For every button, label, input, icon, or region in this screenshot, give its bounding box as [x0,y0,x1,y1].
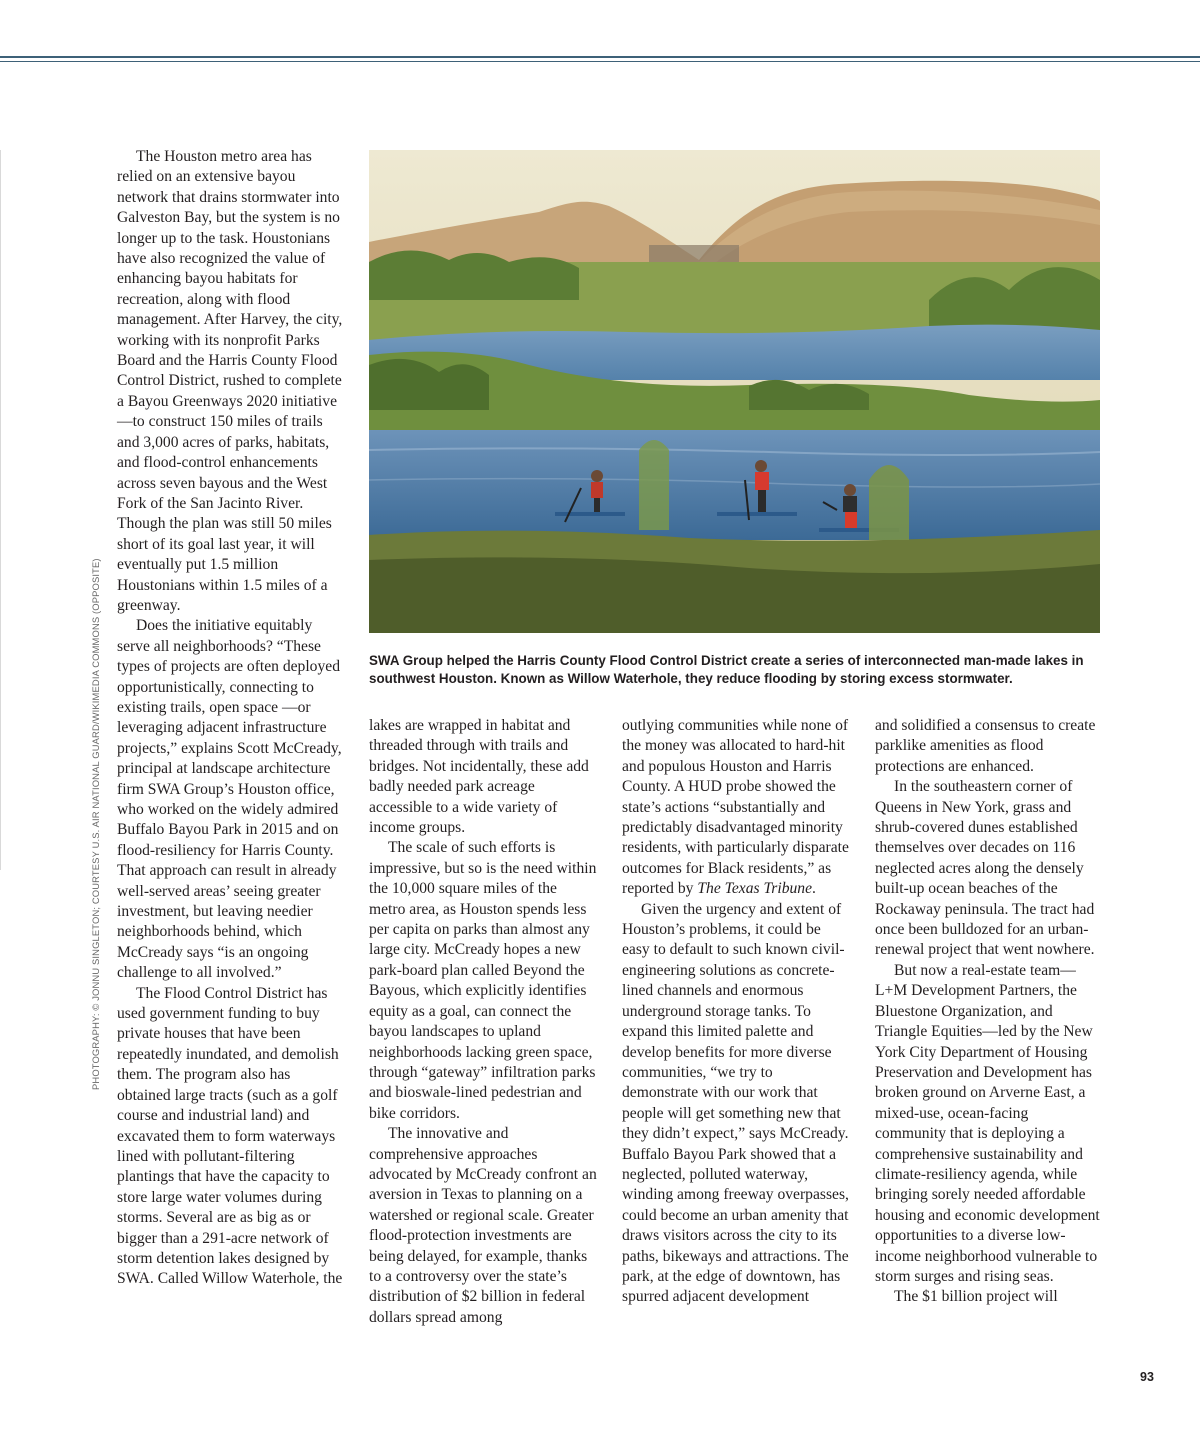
paragraph: In the southeastern corner of Queens in New York, grass and shrub-covered dunes established themselves over decades on 116 neglected acres along the densely built-up ocean beaches of the Rockaway peninsula. The tract had once been bulldozed for an urban-renewal project that went nowhere. [875,778,1095,959]
text-column-1 [117,147,345,1290]
photo-credit: PHOTOGRAPHY: © JONNU SINGLETON; COURTESY U.S. AIR NATIONAL GUARD/WIKIMEDIA COMMONS (OPPOSITE) [90,558,101,1090]
margin-line [0,150,1,870]
text-column-4 [875,716,1103,1308]
header-rule-bottom [0,61,1200,62]
text-column-3 [622,716,850,1308]
feature-photo [369,150,1100,633]
paragraph: The scale of such efforts is impressive, but so is the need within the 10,000 square miles of the metro area, as Houston spends less per capita on parks than almost any large city. McCready hopes a new park-board plan called Beyond the Bayous, which explicitly identifies equity as a goal, can connect the bayou landscapes to upland neighborhoods lacking green space, through “gateway” infiltration parks and bioswale-lined pedestrian and bike corridors. [369,839,597,1122]
publication-title: The Texas Tribune [697,880,813,898]
paragraph: Does the initiative equitably serve all neighborhoods? “These types of projects are often deployed opportunistically, connecting to existing trails, open space —or leveraging adjacent infrastructure projects,” explains Scott McCready, principal at landscape architecture firm SWA Group’s Houston office, who worked on the widely admired Buffalo Bayou Park in 2015 and on flood-resiliency for Harris County. That approach can result in already well-served areas’ seeing greater investment, but leaving needier neighborhoods behind, which McCready says “is an ongoing challenge to all involved.” [117,617,342,982]
paragraph: The Flood Control District has used government funding to buy private houses that have been repeatedly inundated, and demolish them. The program also has obtained large tracts (such as a golf course and industrial land) and excavated them to form waterways lined with pollutant-filtering plantings that have the capacity to store large water volumes during storms. Several are as big as or bigger than a 291-acre network of storm detention lakes designed by SWA. Called Willow Waterhole, the [117,984,343,1288]
paragraph-text: . [812,880,816,898]
header-rule-top [0,56,1200,58]
paragraph: But now a real-estate team—L+M Development Partners, the Bluestone Organization, and Triangle Equities—led by the New York City Department of Housing Preservation and Development has broken ground on Arverne East, a mixed-use, ocean-facing community that is deploying a comprehensive sustainability and climate-resiliency agenda, while bringing sorely needed affordable housing and economic development opportunities to a diverse low-income neighborhood vulnerable to storm surges and rising seas. [875,961,1100,1285]
text-column-2 [369,716,597,1328]
shrub [639,440,669,530]
paragraph: Given the urgency and extent of Houston’s problems, it could be easy to default to such known civil-engineering solutions as concrete-lined channels and enormous underground storage tanks. To expand this limited palette and develop benefits for more diverse communities, “we try to demonstrate with our work that people will get something new that they didn’t expect,” says McCready. Buffalo Bayou Park showed that a neglected, polluted waterway, winding among freeway overpasses, could become an urban amenity that draws visitors across the city to its paths, bikeways and attractions. The park, at the edge of downtown, has spurred adjacent development [622,900,849,1306]
paragraph: The $1 billion project will [894,1288,1058,1306]
paragraph: The innovative and comprehensive approaches advocated by McCready confront an aversion in Texas to planning on a watershed or regional scale. Greater flood-protection investments are being delayed, for example, thanks to a controversy over the state’s distribution of $2 billion in federal dollars spread among [369,1125,597,1326]
paragraph-text: outlying communities while none of the money was allocated to hard-hit and populous Houston and Harris County. A HUD probe showed the state’s actions “substantially and predictably disadvantaged minority residents, with particularly disparate outcomes for Black residents,” as reported by [622,717,849,898]
lower-lake [369,430,1100,540]
paragraph [622,716,850,900]
paragraph: The Houston metro area has relied on an extensive bayou network that drains stormwater into Galveston Bay, but the system is no longer up to the task. Houstonians have also recognized the value of enhancing bayou habitats for recreation, along with flood management. After Harvey, the city, working with its nonprofit Parks Board and the Harris County Flood Control District, rushed to complete a Bayou Greenways 2020 initiative—to construct 150 miles of trails and 3,000 acres of parks, habitats, and flood-control enhancements across seven bayous and the West Fork of the San Jacinto River. Though the plan was still 50 miles short of its goal last year, it will eventually put 1.5 million Houstonians within 1.5 miles of a greenway. [117,148,343,614]
photo-caption: SWA Group helped the Harris County Flood Control District create a series of interconnected man-made lakes in southwest Houston. Known as Willow Waterhole, they reduce flooding by storing excess stormwater. [369,653,1084,686]
paragraph: lakes are wrapped in habitat and threaded through with trails and bridges. Not incidentally, these add badly needed park acreage accessible to a wide variety of income groups. [369,717,589,837]
paddleboarders-lake-photo [369,150,1100,633]
page-number: 93 [1140,1370,1154,1384]
left-tree-line [369,250,579,300]
paragraph: and solidified a consensus to create parklike amenities as flood protections are enhanced. [875,717,1096,775]
shrub [869,465,909,540]
